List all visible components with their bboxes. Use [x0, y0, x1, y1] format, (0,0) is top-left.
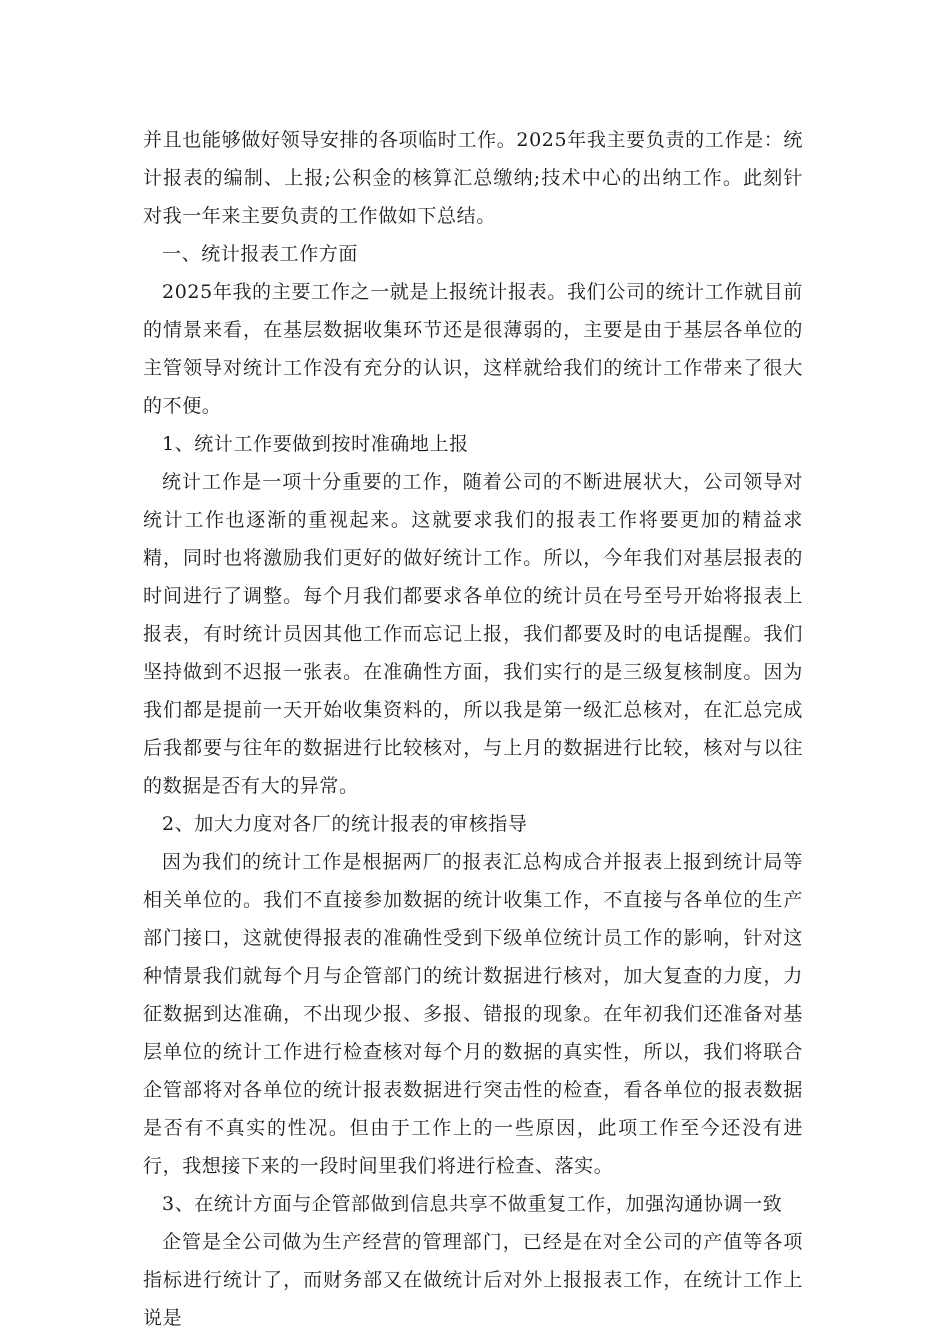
body-paragraph-information-sharing: 企管是全公司做为生产经营的管理部门，已经是在对全公司的产值等各项指标进行统计了，而财务部又在做统计后对外上报报表工作，在统计工作上说是	[143, 1231, 803, 1329]
subheading-on-time-reporting: 1、统计工作要做到按时准确地上报	[162, 433, 469, 455]
body-paragraph-intro: 并且也能够做好领导安排的各项临时工作。2025年我主要负责的工作是：统计报表的编制、上报;公积金的核算汇总缴纳;技术中心的出纳工作。此刻针对我一年来主要负责的工作做如下总结。	[143, 129, 803, 227]
body-paragraph-on-time-reporting: 统计工作是一项十分重要的工作，随着公司的不断进展状大，公司领导对统计工作也逐渐的重视起来。这就要求我们的报表工作将要更加的精益求精，同时也将激励我们更好的做好统计工作。所以，今年我们对基层报表的时间进行了调整。每个月我们都要求各单位的统计员在号至号开始将报表上报表，有时统计员因其他工作而忘记上报，我们都要及时的电话提醒。我们坚持做到不迟报一张表。在准确性方面，我们实行的是三级复核制度。因为我们都是提前一天开始收集资料的，所以我是第一级汇总核对，在汇总完成后我都要与往年的数据进行比较核对，与上月的数据进行比较，核对与以往的数据是否有大的异常。	[143, 471, 803, 797]
section-heading-statistics: 一、统计报表工作方面	[162, 243, 359, 265]
subheading-review-guidance: 2、加大力度对各厂的统计报表的审核指导	[162, 813, 528, 835]
subheading-information-sharing: 3、在统计方面与企管部做到信息共享不做重复工作，加强沟通协调一致	[162, 1193, 783, 1215]
body-paragraph-review-guidance: 因为我们的统计工作是根据两厂的报表汇总构成合并报表上报到统计局等相关单位的。我们不直接参加数据的统计收集工作，不直接与各单位的生产部门接口，这就使得报表的准确性受到下级单位统计员工作的影响，针对这种情景我们就每个月与企管部门的统计数据进行核对，加大复查的力度，力征数据到达准确，不出现少报、多报、错报的现象。在年初我们还准备对基层单位的统计工作进行检查核对每个月的数据的真实性，所以，我们将联合企管部将对各单位的统计报表数据进行突击性的检查，看各单位的报表数据是否有不真实的性况。但由于工作上的一些原因，此项工作至今还没有进行，我想接下来的一段时间里我们将进行检查、落实。	[143, 851, 803, 1177]
document-body	[143, 121, 803, 1337]
body-paragraph-statistics-overview: 2025年我的主要工作之一就是上报统计报表。我们公司的统计工作就目前的情景来看，在基层数据收集环节还是很薄弱的，主要是由于基层各单位的主管领导对统计工作没有充分的认识，这样就给我们的统计工作带来了很大的不便。	[143, 281, 803, 417]
